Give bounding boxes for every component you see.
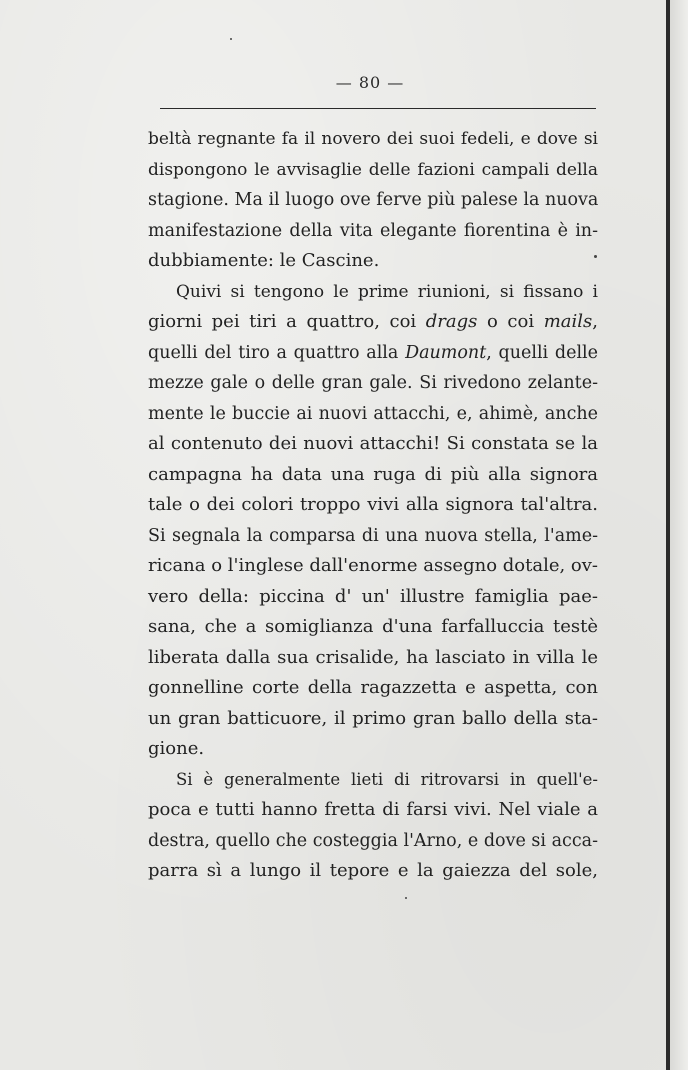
paper-speck (405, 897, 407, 899)
text-line: giorni pei tiri a quattro, coi drags o coi mails, (148, 311, 598, 332)
text-line: gione. (148, 738, 205, 759)
text-line: manifestazione della vita elegante fiorentina è in- (148, 220, 598, 241)
page-number: — 80 — (335, 73, 405, 92)
text-line: gonnelline corte della ragazzetta e aspetta, con (148, 677, 598, 698)
text-line: al contenuto dei nuovi attacchi! Si constata se la (148, 433, 598, 454)
text-line: liberata dalla sua crisalide, ha lasciato in villa le (148, 646, 598, 668)
text-line: poca e tutti hanno fretta di farsi vivi. Nel viale a (148, 799, 598, 820)
text-line: ricana o l'inglese dall'enorme assegno dotale, ov- (148, 555, 599, 576)
text-line: Si segnala la comparsa di una nuova stella, l'ame- (148, 525, 598, 546)
text-line: vero della: piccina d' un' illustre famiglia pae- (148, 585, 598, 607)
text-line: mezze gale o delle gran gale. Si rivedono zelante- (148, 373, 598, 393)
text-line: quelli del tiro a quattro alla Daumont, quelli delle (148, 342, 598, 363)
page-binding-edge (666, 0, 670, 1070)
text-line: campagna ha data una ruga di più alla signora (148, 463, 598, 485)
page-gutter-shadow (670, 0, 688, 1070)
text-line: dubbiamente: le Cascine. (148, 250, 380, 271)
paragraph-start-line: Si è generalmente lieti di ritrovarsi in quell'e- (176, 769, 598, 789)
text-line: beltà regnante fa il novero dei suoi fedeli, e dove si (148, 129, 598, 149)
text-line: tale o dei colori troppo vivi alla signora tal'altra. (148, 494, 598, 515)
text-line: stagione. Ma il luogo ove ferve più palese la nuova (148, 190, 599, 210)
text-line: mente le buccie ai nuovi attacchi, e, ahimè, anche (148, 403, 598, 424)
text-line: un gran batticuore, il primo gran ballo della sta- (148, 707, 598, 729)
body-text (148, 124, 598, 887)
paper-speck (594, 255, 597, 258)
paper-speck (230, 38, 232, 40)
header-rule (160, 108, 596, 109)
text-line: parra sì a lungo il tepore e la gaiezza del sole, (148, 860, 598, 881)
text-line: destra, quello che costeggia l'Arno, e dove si acca- (148, 830, 598, 851)
paragraph-start-line: Quivi si tengono le prime riunioni, si fissano i (176, 281, 598, 302)
text-line: dispongono le avvisaglie delle fazioni campali della (148, 159, 598, 180)
text-line: sana, che a somiglianza d'una farfalluccia testè (148, 616, 598, 637)
